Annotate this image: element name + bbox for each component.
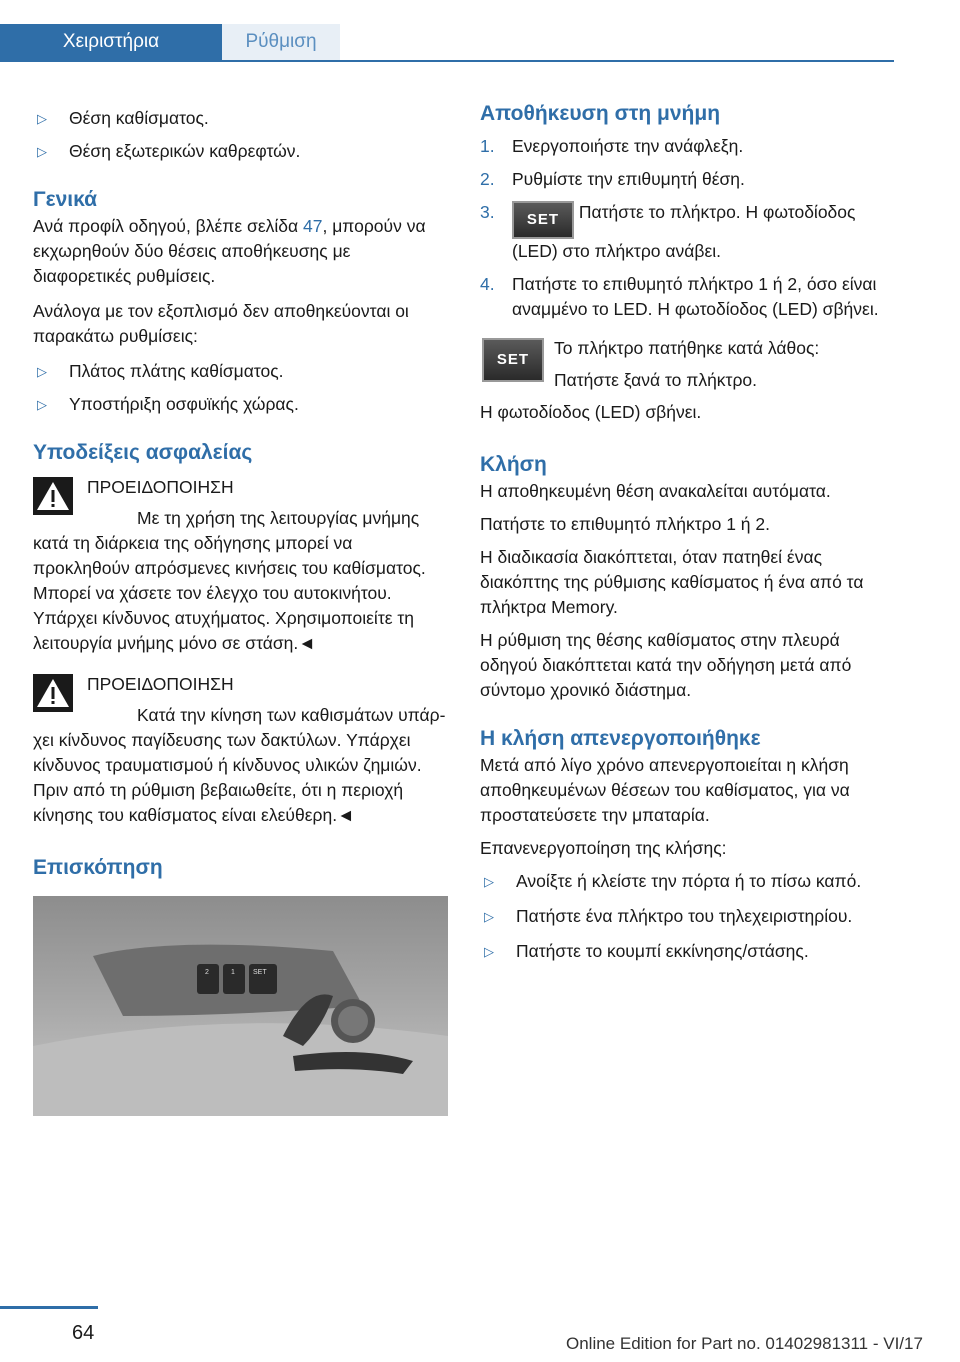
deactivated-paragraph: Μετά από λίγο χρόνο απενεργοποιείται η κλήση αποθηκευμένων θέσεων του καθίσματος, για να προστατεύσετε την μπαταρία. bbox=[480, 755, 850, 825]
triangle-bullet-icon: ▷ bbox=[37, 364, 47, 379]
mistake-block bbox=[480, 336, 898, 394]
not-saved-bullet-list bbox=[33, 359, 451, 417]
set-key-icon: SET bbox=[512, 201, 574, 239]
memory-steps-list bbox=[480, 134, 898, 322]
warning-title: ΠΡΟΕΙΔΟΠΟΙΗΣΗ bbox=[87, 477, 234, 497]
page-link[interactable]: 47 bbox=[303, 216, 323, 236]
intro-bullet-list bbox=[33, 106, 451, 164]
page-number: 64 bbox=[72, 1322, 95, 1344]
triangle-bullet-icon: ▷ bbox=[37, 111, 47, 126]
mistake-line-2: Πατήστε ξανά το πλήκτρο. bbox=[554, 370, 758, 390]
triangle-bullet-icon: ▷ bbox=[37, 397, 47, 412]
recall-paragraph: Η ρύθμιση της θέσης καθίσματος στην πλευρά οδηγού διακόπτεται κατά την οδήγηση μετά από σύντομο χρονικό διάστημα. bbox=[480, 630, 852, 700]
general-paragraph-2: Ανάλογα με τον εξοπλισμό δεν αποθηκεύονται οι παρακάτω ρυθμίσεις: bbox=[33, 301, 409, 346]
list-item: ▷ Πλάτος πλάτης καθίσματος. bbox=[33, 359, 451, 384]
warning-block-2 bbox=[33, 672, 451, 828]
seat-controls-photo bbox=[33, 896, 448, 1116]
list-item: 1. Ενεργοποιήστε την ανάφλεξη. bbox=[480, 136, 744, 156]
warning-text: Με τη χρήση της λειτουργίας μνήμης κατά τη διάρκεια της οδήγησης μπορεί να προκληθούν απρόσμενες κινήσεις του καθίσματος. Μπορεί να χάσετε τον έλεγχο του αυτοκινήτου. Υπάρχει κίνδυνος ατυχήματος. Χρησιμοποιείτε τη λειτουργία μνήμης μόνο σε στάση.◄ bbox=[33, 508, 426, 653]
warning-block-1 bbox=[33, 475, 451, 656]
reactivate-bullet-list bbox=[480, 869, 898, 964]
recall-paragraph: Πατήστε το επιθυμητό πλήκτρο 1 ή 2. bbox=[480, 514, 770, 534]
tab-controls[interactable]: Χειριστήρια bbox=[0, 24, 222, 60]
right-column bbox=[480, 100, 898, 964]
list-item: ▷ Πατήστε το κουμπί εκκίνησης/στάσης. bbox=[480, 939, 898, 964]
list-item: 2. Ρυθμίστε την επιθυμητή θέση. bbox=[480, 169, 745, 189]
triangle-bullet-icon: ▷ bbox=[484, 874, 494, 889]
recall-paragraph: Η αποθηκευμένη θέση ανακαλείται αυτόματα. bbox=[480, 481, 831, 501]
set-key-icon: SET bbox=[482, 338, 544, 382]
general-heading: Γενικά bbox=[33, 188, 98, 211]
list-item: 4. Πατήστε το επιθυμητό πλήκτρο 1 ή 2, όσο είναι αναμμένο το LED. Η φωτοδίοδος (LED) σβήνει. bbox=[480, 274, 879, 319]
recall-heading: Κλήση bbox=[480, 453, 547, 476]
overview-heading: Επισκόπηση bbox=[33, 856, 163, 879]
mistake-line-1: Το πλήκτρο πατήθηκε κατά λάθος: bbox=[554, 338, 820, 358]
deactivated-paragraph: Επανενεργοποίηση της κλήσης: bbox=[480, 838, 727, 858]
list-item: ▷ Ανοίξτε ή κλείστε την πόρτα ή το πίσω καπό. bbox=[480, 869, 898, 894]
list-item: ▷ Θέση εξωτερικών καθρεφτών. bbox=[33, 139, 451, 164]
list-item: 3. SET Πατήστε το πλήκτρο. Η φωτοδίοδος (LED) στο πλήκτρο ανάβει. bbox=[480, 202, 856, 261]
warning-title: ΠΡΟΕΙΔΟΠΟΙΗΣΗ bbox=[87, 674, 234, 694]
general-paragraph-1: Ανά προφίλ οδηγού, βλέπε σελίδα 47, μπορούν να εκχωρηθούν δύο θέσεις αποθήκευσης με διαφορετικές ρυθμίσεις. bbox=[33, 216, 426, 286]
header-divider bbox=[0, 60, 894, 62]
warning-text: Κατά την κίνηση των καθισμάτων υπάρχει κίνδυνος παγίδευσης των δακτύλων. Υπάρχει κίνδυνος τραυματισμού ή κίνδυνος υλικών ζημιών. Πριν από τη ρύθμιση βεβαιωθείτε, ότι η περιοχή κίνησης του καθίσματος είναι ελεύθερη.◄ bbox=[33, 705, 446, 825]
footer-accent-line bbox=[0, 1306, 98, 1309]
list-item: ▷ Θέση καθίσματος. bbox=[33, 106, 451, 131]
triangle-bullet-icon: ▷ bbox=[484, 909, 494, 924]
tab-adjustment[interactable]: Ρύθμιση bbox=[222, 24, 340, 60]
triangle-bullet-icon: ▷ bbox=[37, 144, 47, 159]
top-header bbox=[0, 0, 894, 62]
list-item: ▷ Υποστήριξη οσφυϊκής χώρας. bbox=[33, 392, 451, 417]
svg-text:SET: SET bbox=[253, 969, 267, 976]
memory-heading: Αποθήκευση στη μνήμη bbox=[480, 102, 721, 125]
warning-triangle-icon bbox=[33, 674, 73, 712]
safety-heading: Υποδείξεις ασφαλείας bbox=[33, 441, 253, 464]
svg-text:1: 1 bbox=[231, 969, 235, 976]
recall-paragraph: Η διαδικασία διακόπτεται, όταν πατηθεί ένας διακόπτης της ρύθμισης καθίσματος ή ένα από τα πλήκτρα Memory. bbox=[480, 547, 864, 617]
triangle-bullet-icon: ▷ bbox=[484, 944, 494, 959]
list-item: ▷ Πατήστε ένα πλήκτρο του τηλεχειριστηρίου. bbox=[480, 904, 898, 929]
led-off-text: Η φωτοδίοδος (LED) σβήνει. bbox=[480, 402, 702, 422]
left-column bbox=[33, 100, 451, 1116]
deactivated-heading: Η κλήση απενεργοποιήθηκε bbox=[480, 727, 761, 750]
edition-text: Online Edition for Part no. 01402981311 - VI/17 bbox=[566, 1334, 923, 1353]
warning-triangle-icon bbox=[33, 477, 73, 515]
svg-text:2: 2 bbox=[205, 969, 209, 976]
